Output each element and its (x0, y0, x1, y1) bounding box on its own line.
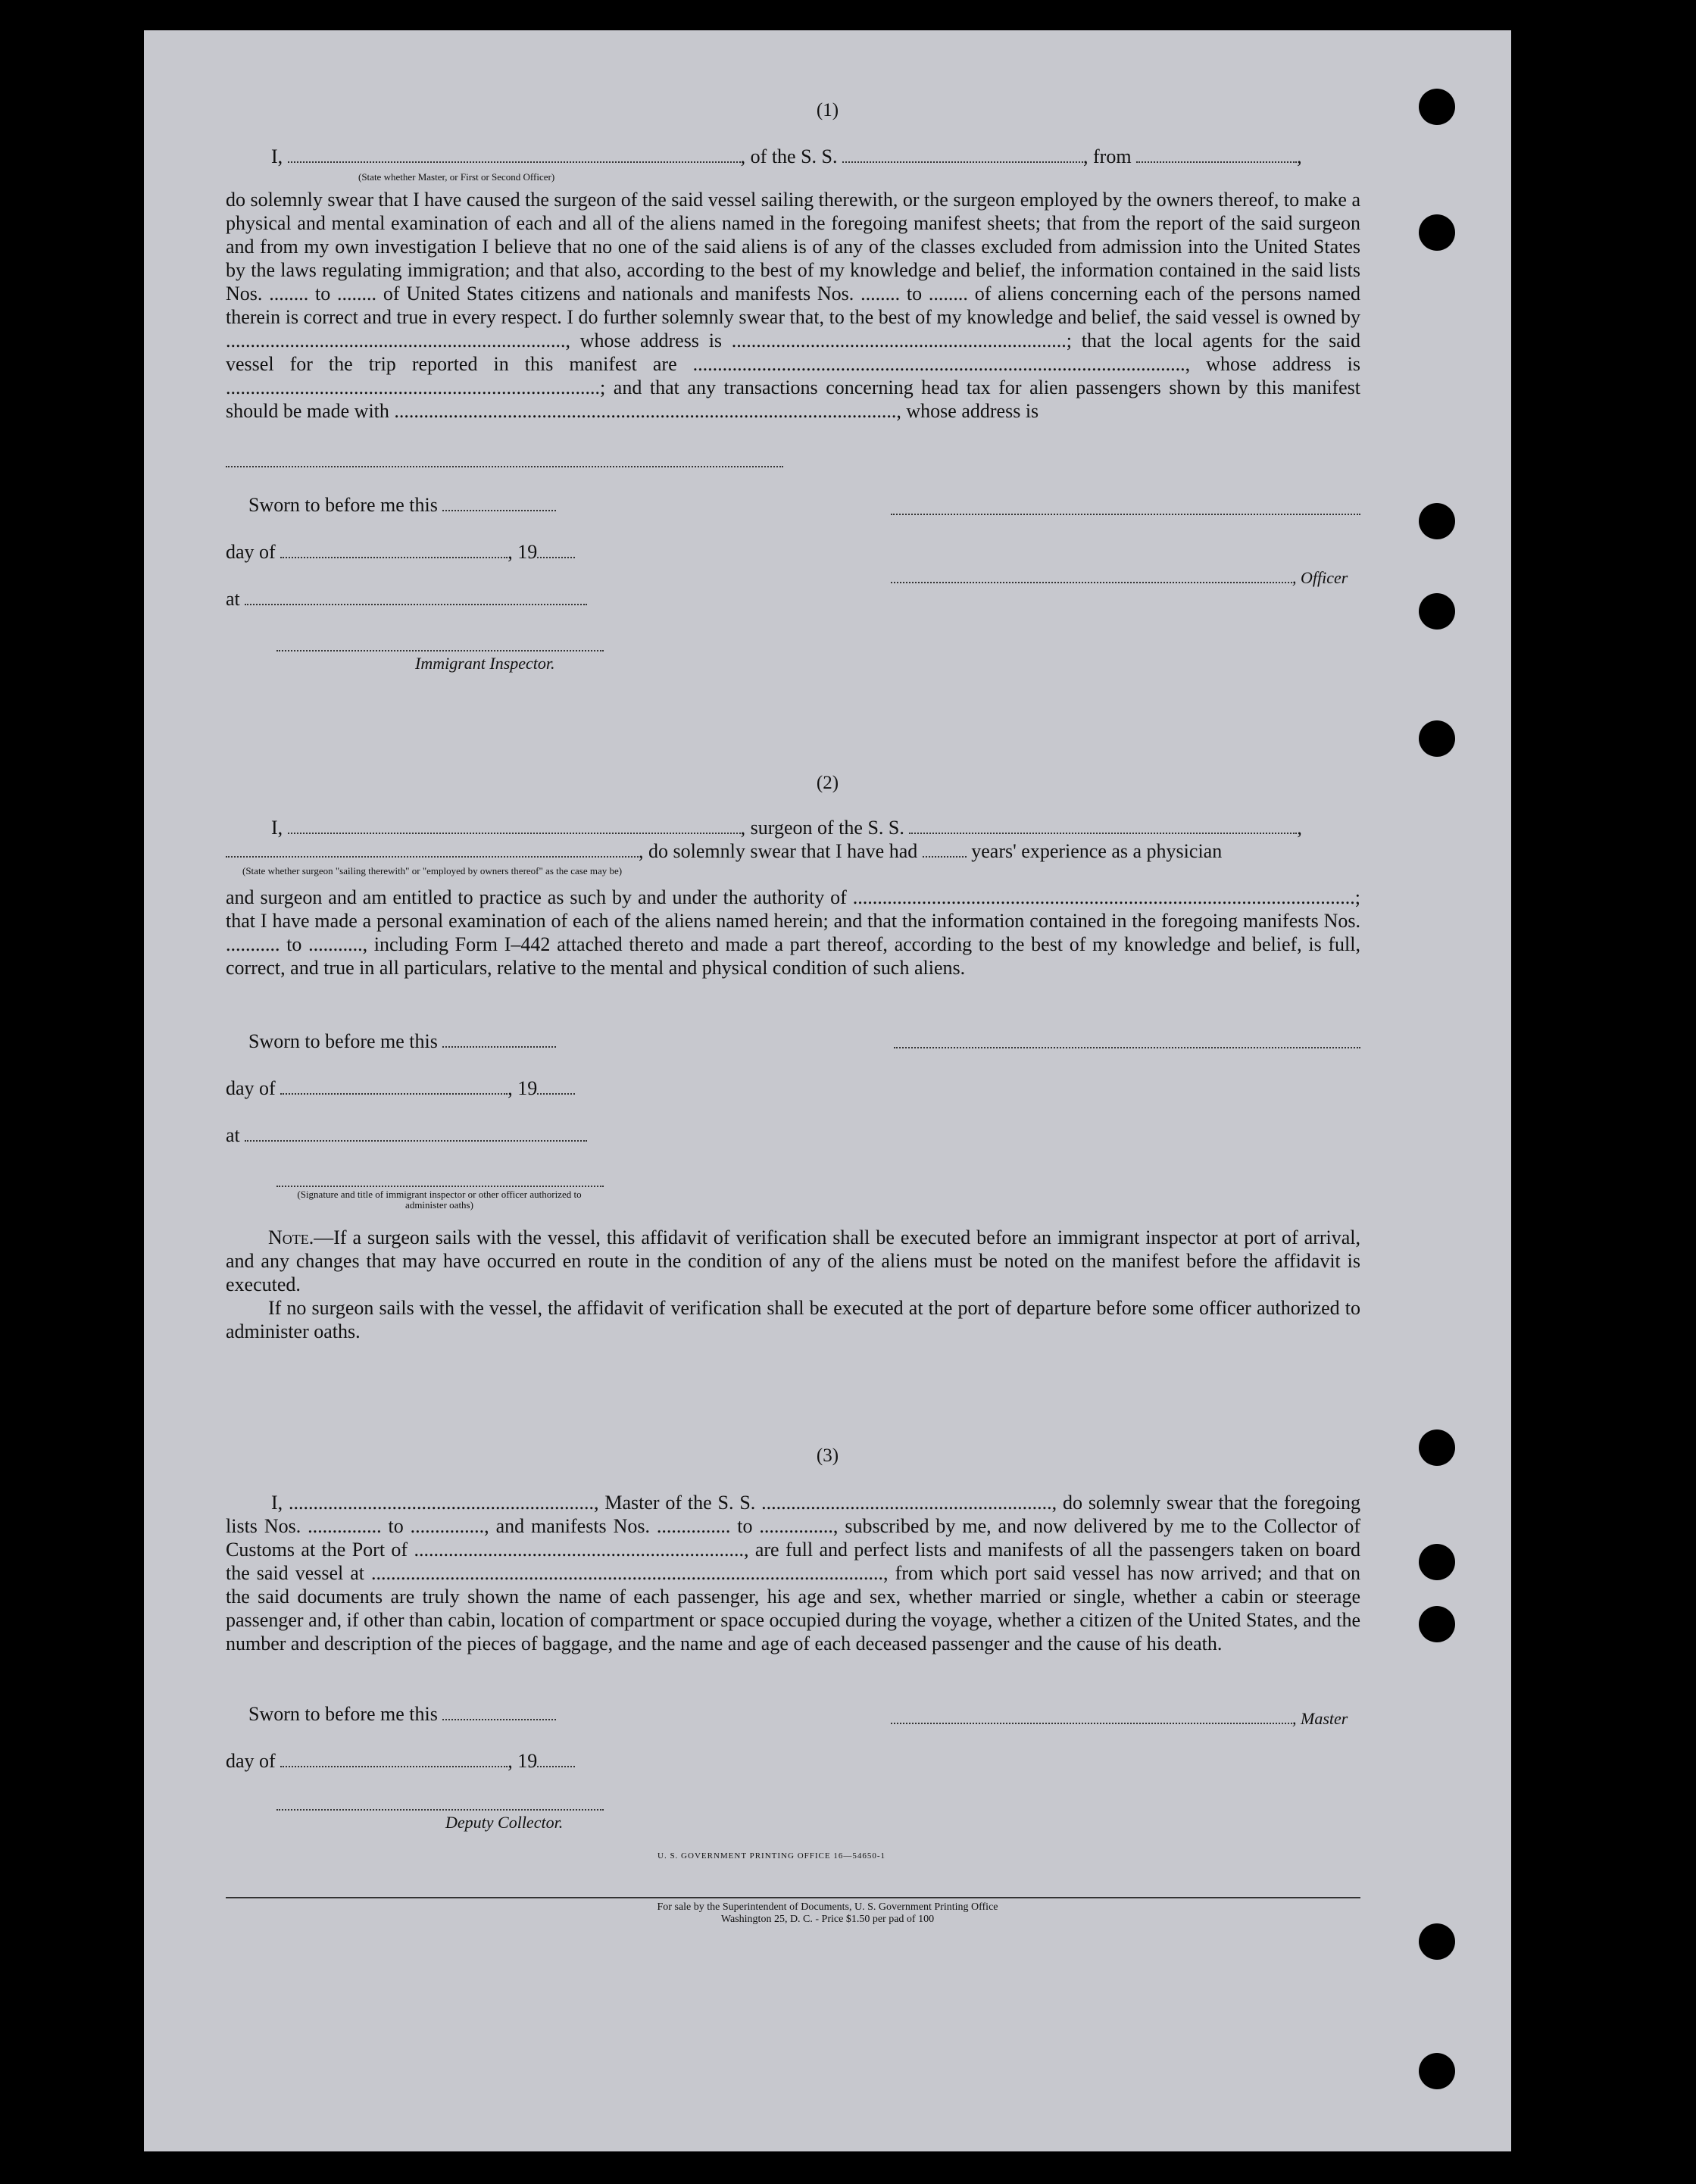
note-label: Note. (268, 1226, 314, 1248)
officer-signature-field[interactable] (891, 567, 1292, 583)
footer-rule (226, 1897, 1360, 1898)
from-port-field[interactable] (1136, 146, 1297, 163)
year-label: , 19 (508, 541, 538, 563)
years-field[interactable] (923, 841, 967, 858)
binder-hole (1419, 214, 1455, 251)
no-surgeon-note: If no surgeon sails with the vessel, the affidavit of verification shall be executed at the port of departure before some officer authorized to administer oaths. (226, 1297, 1360, 1342)
sworn-label: Sworn to before me this (248, 494, 438, 516)
officer-caption: , Officer (1292, 568, 1348, 587)
pronoun-label: I, (271, 817, 283, 839)
printer-imprint: U. S. GOVERNMENT PRINTING OFFICE 16—54650-1 (657, 1851, 886, 1861)
at-label: at (226, 1124, 240, 1146)
form-page (144, 30, 1511, 2151)
sworn-date-field[interactable] (442, 1031, 556, 1048)
section-1-number: (1) (816, 100, 839, 120)
deputy-collector-caption: Deputy Collector. (445, 1813, 564, 1832)
immigrant-inspector-caption: Immigrant Inspector. (415, 654, 555, 673)
vessel-name-field[interactable] (842, 146, 1083, 163)
section-2-first-line: I, , surgeon of the S. S. , (271, 817, 1302, 839)
section-3-body: I, .............................................................., Master of the S. S. ..........................................................., do solemnly swear that the foregoing lists Nos. ............... to ..............., and manifests Nos. ............... to ..............., subscribed by me, and now delivered by me to the Collector of Customs at the Port of ..................................................................., are full and perfect lists and manifests of all the passengers taken on board the said vessel at ........................................................................................................, from which port said vessel has now arrived; and that on the said documents are truly shown the name of each passenger, his age and sex, whether married or single, whether a cabin or steerage passenger and, if other than cabin, location of compartment or space occupied during the voyage, whether a citizen of the United States, and the number and description of the pieces of baggage, and the name and age of each deceased passenger and the cause of his death. (226, 1492, 1360, 1654)
day-of-label: day of (226, 541, 276, 563)
surgeon-vessel-label: , surgeon of the S. S. (740, 817, 904, 839)
section-2-second-line (226, 840, 1222, 863)
sworn-date-field[interactable] (442, 495, 556, 511)
note-text: —If a surgeon sails with the vessel, this affidavit of verification shall be executed before an immigrant inspector at port of arrival, and any changes that may have occurred en route in the condition of any of the aliens must be noted on the manifest before the affidavit is executed. (226, 1226, 1360, 1295)
sworn-date-field[interactable] (442, 1704, 556, 1720)
place-field[interactable] (245, 589, 587, 605)
section-1-body: do solemnly swear that I have caused the surgeon of the said vessel sailing therewith, or the surgeon employed by the owners thereof, to make a physical and mental examination of each and all of the aliens named in the foregoing manifest sheets; that from the report of the said surgeon and from my own investigation I believe that no one of the said aliens is of any of the classes excluded from admission into the United States by the laws regulating immigration; and that also, according to the best of my knowledge and belief, the information contained in the said lists Nos. ........ to ........ of United States citizens and nationals and manifests Nos. ........ to ........ of aliens concerning each of the persons named therein is correct and true in every respect. I do further solemnly swear that, to the best of my knowledge and belief, the said vessel is owned by ....................................................................., whose address is ....................................................................; that the local agents for the said vessel for the trip reported in this manifest are ...................................................................................................., whose address is ............................................................................; and that any transactions concerning head tax for alien passengers shown by this manifest should be made with ......................................................................................................, whose address is (226, 189, 1360, 422)
day-of-line (226, 1750, 575, 1773)
surgeon-status-field[interactable] (226, 841, 639, 858)
years-label: years' experience as a physician (971, 840, 1223, 862)
binder-hole (1419, 593, 1455, 630)
binder-hole (1419, 720, 1455, 757)
binder-hole (1419, 1606, 1455, 1642)
surgeon-note (226, 1226, 1360, 1296)
at-label: at (226, 588, 240, 610)
sworn-label: Sworn to before me this (248, 1703, 438, 1725)
day-of-label: day of (226, 1077, 276, 1099)
sworn-line (248, 494, 556, 517)
footer-sale-line: For sale by the Superintendent of Documents, U. S. Government Printing Office (657, 1901, 998, 1913)
surgeon-status-note: (State whether surgeon "sailing therewith" or "employed by owners thereof" as the case may be) (242, 865, 623, 876)
officer-signature-line[interactable] (276, 1186, 604, 1187)
at-line (226, 1124, 587, 1147)
day-of-line (226, 1077, 575, 1100)
binder-hole (1419, 1923, 1455, 1960)
year-field[interactable] (537, 1751, 575, 1767)
master-line (891, 1707, 1348, 1729)
year-field[interactable] (537, 1078, 575, 1095)
officer-signature-line-1[interactable] (891, 514, 1360, 515)
swear-label: , do solemnly swear that I have had (639, 840, 918, 862)
from-label: , from (1083, 145, 1132, 167)
month-field[interactable] (280, 1751, 508, 1767)
month-field[interactable] (280, 542, 508, 558)
section-2-number: (2) (816, 773, 839, 793)
year-label: , 19 (508, 1750, 538, 1772)
section-3-number: (3) (816, 1445, 839, 1466)
collector-signature-line[interactable] (276, 1809, 604, 1811)
binder-hole (1419, 2053, 1455, 2089)
section-2-body: and surgeon and am entitled to practice as such by and under the authority of ......................................................................................................; that I have made a personal examination of each of the aliens named herein; and that the information contained in the foregoing manifests Nos. ........... to ..........., including Form I–442 attached thereto and made a part thereof, according to the best of my knowledge and belief, is full, correct, and true in all particulars, relative to the mental and physical condition of such aliens. (226, 886, 1360, 979)
vessel-label: , of the S. S. (740, 145, 838, 167)
month-field[interactable] (280, 1078, 508, 1095)
officer-rank-note: (State whether Master, or First or Second Officer) (358, 171, 555, 183)
sworn-line (248, 1703, 556, 1726)
inspector-signature-line[interactable] (276, 650, 604, 651)
sworn-label: Sworn to before me this (248, 1030, 438, 1052)
day-of-line (226, 541, 575, 564)
place-field[interactable] (245, 1125, 587, 1142)
address-continuation-line[interactable] (226, 466, 783, 467)
officer-name-field[interactable] (288, 146, 741, 163)
sworn-line (248, 1030, 556, 1053)
master-signature-field[interactable] (891, 1708, 1292, 1724)
binder-hole (1419, 503, 1455, 539)
signature-title-note: (Signature and title of immigrant inspector or other officer authorized to administer oaths) (297, 1189, 582, 1211)
surgeon-signature-line[interactable] (894, 1047, 1360, 1048)
officer-line (891, 566, 1348, 589)
surgeon-name-field[interactable] (288, 817, 741, 834)
day-of-label: day of (226, 1750, 276, 1772)
year-field[interactable] (537, 542, 575, 558)
at-line (226, 588, 587, 611)
surgeon-vessel-field[interactable] (909, 817, 1297, 834)
master-caption: , Master (1292, 1709, 1348, 1728)
binder-hole (1419, 1544, 1455, 1580)
year-label: , 19 (508, 1077, 538, 1099)
section-1-first-line: I, , of the S. S. , from , (271, 145, 1302, 167)
footer-price-line: Washington 25, D. C. - Price $1.50 per pad of 100 (720, 1914, 935, 1925)
pronoun-label: I, (271, 145, 283, 167)
